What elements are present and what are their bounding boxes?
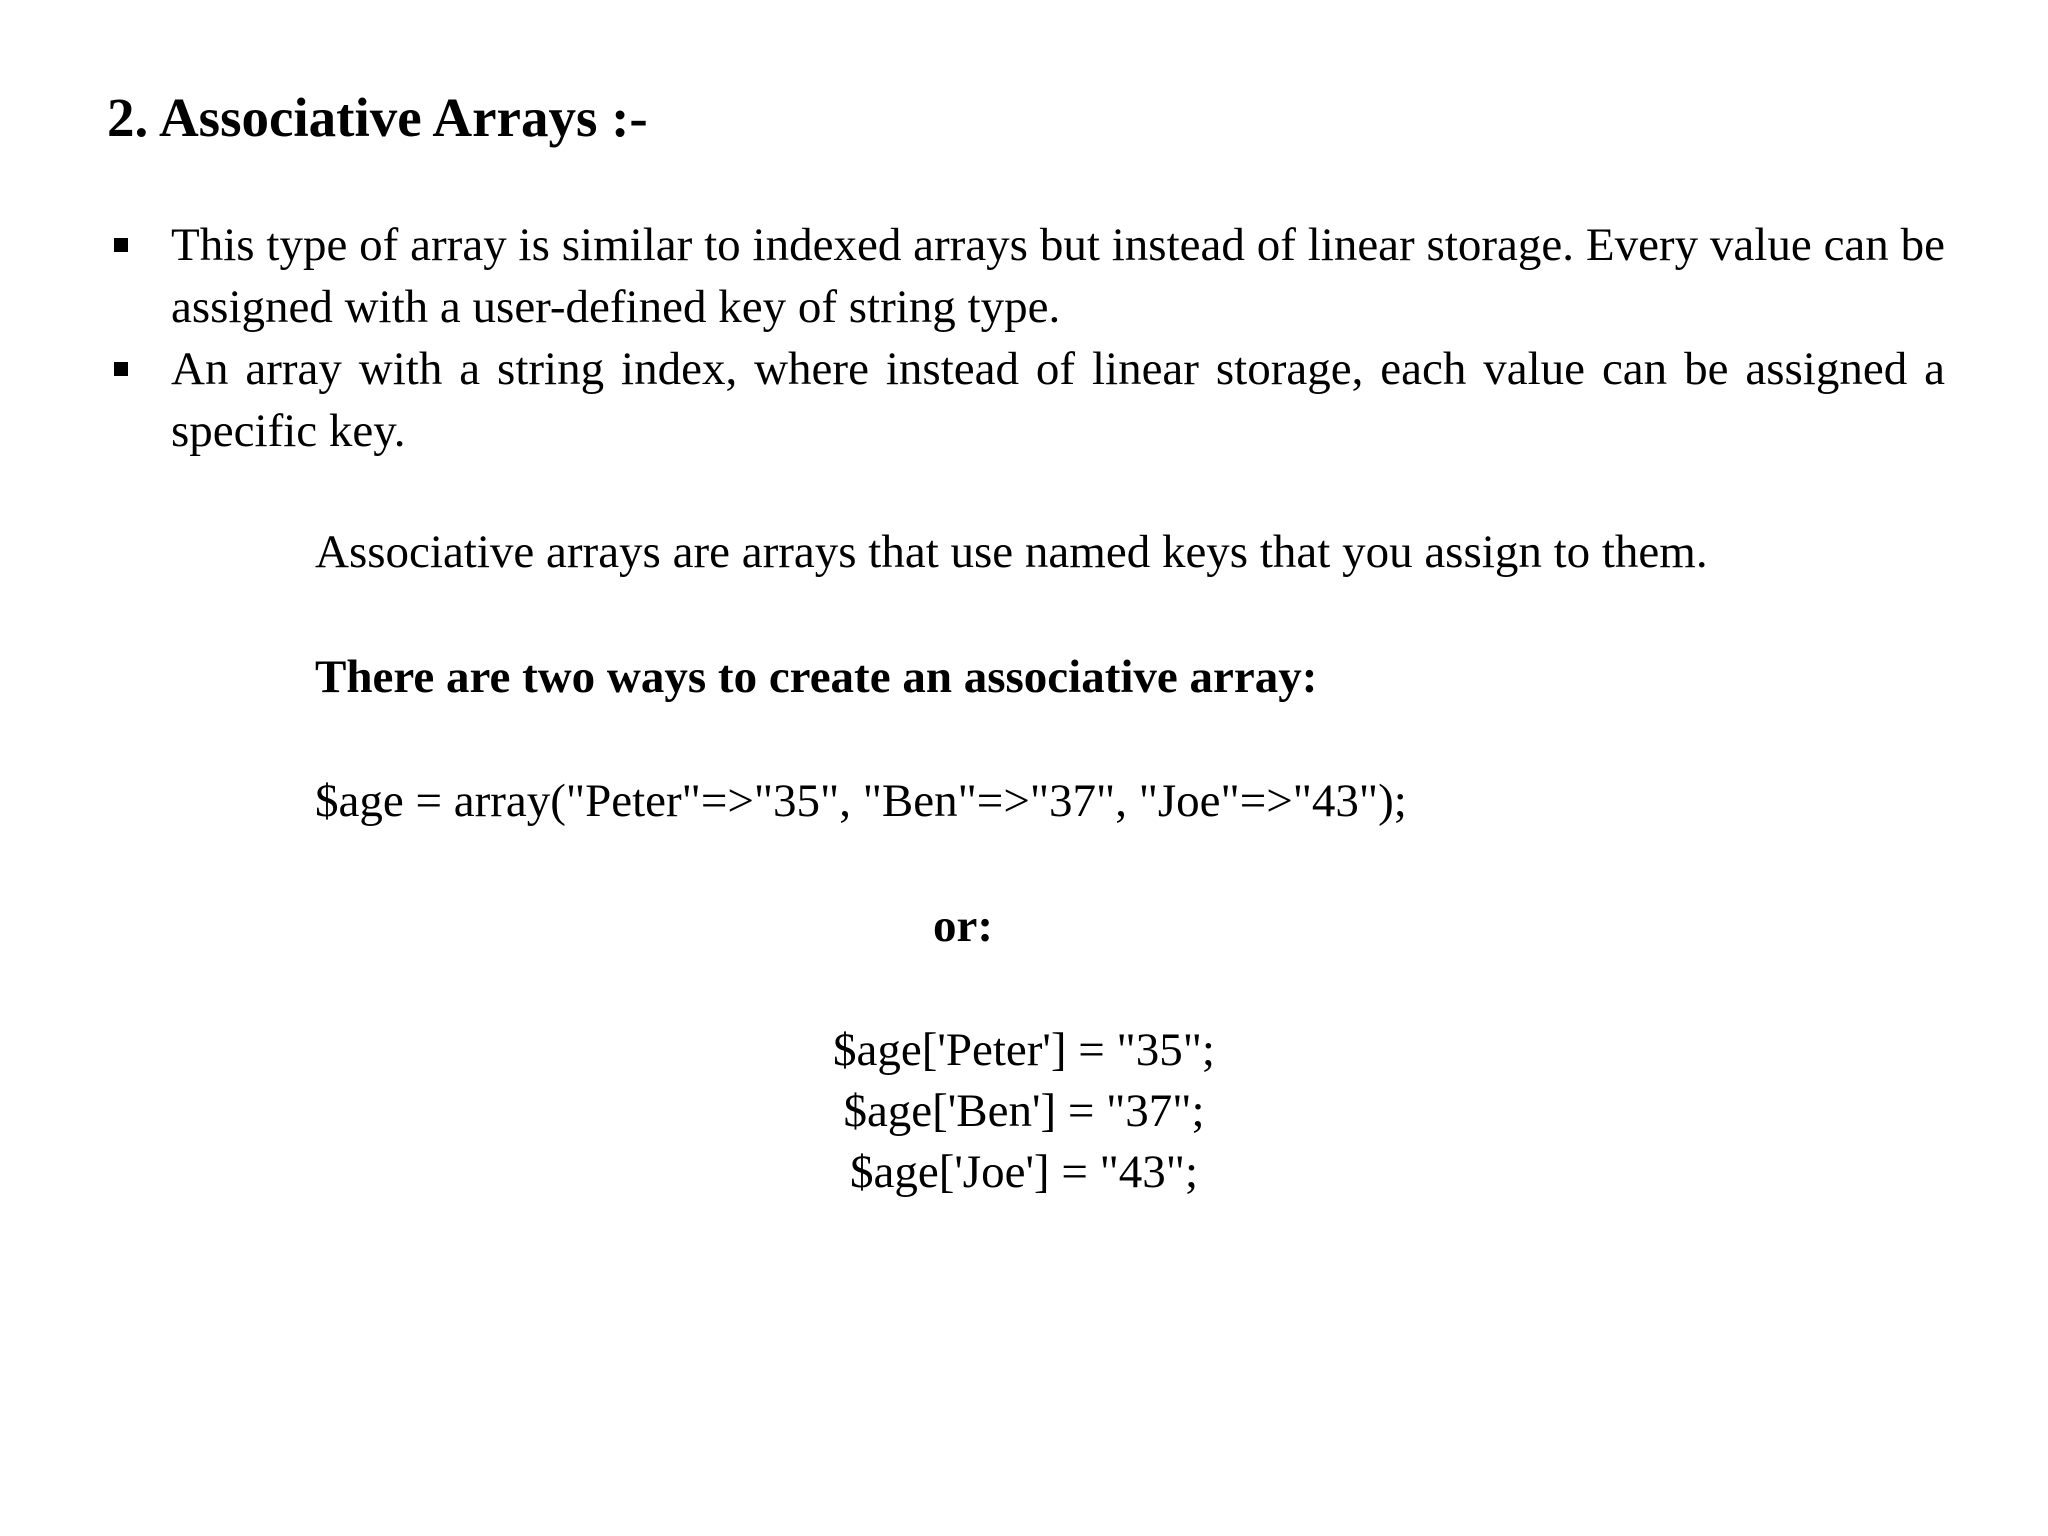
intro-text: Associative arrays are arrays that use named keys that you assign to them. <box>315 526 1708 578</box>
bullet-item <box>107 214 1945 338</box>
code-example-assignments <box>0 1020 2048 1203</box>
or-label: or: <box>932 900 993 952</box>
ways-heading: There are two ways to create an associative array: <box>315 651 1318 703</box>
code-line: $age['Ben'] = "37"; <box>843 1085 1205 1137</box>
code-line: $age['Peter'] = "35"; <box>833 1024 1215 1076</box>
square-bullet-icon <box>114 362 128 376</box>
code-example-array: $age = array("Peter"=>"35", "Ben"=>"37", "Joe"=>"43"); <box>315 775 1407 827</box>
code-line: $age['Joe'] = "43"; <box>849 1146 1199 1198</box>
bullet-text: An array with a string index, where instead of linear storage, each value can be assigned a specific key. <box>171 343 1945 457</box>
bullet-list <box>107 214 1945 462</box>
bullet-item <box>107 338 1945 462</box>
square-bullet-icon <box>114 238 128 252</box>
bullet-text: This type of array is similar to indexed arrays but instead of linear storage. Every value can be assigned with a user-defined key of string type. <box>171 219 1945 333</box>
slide-heading: 2. Associative Arrays :- <box>107 87 648 148</box>
